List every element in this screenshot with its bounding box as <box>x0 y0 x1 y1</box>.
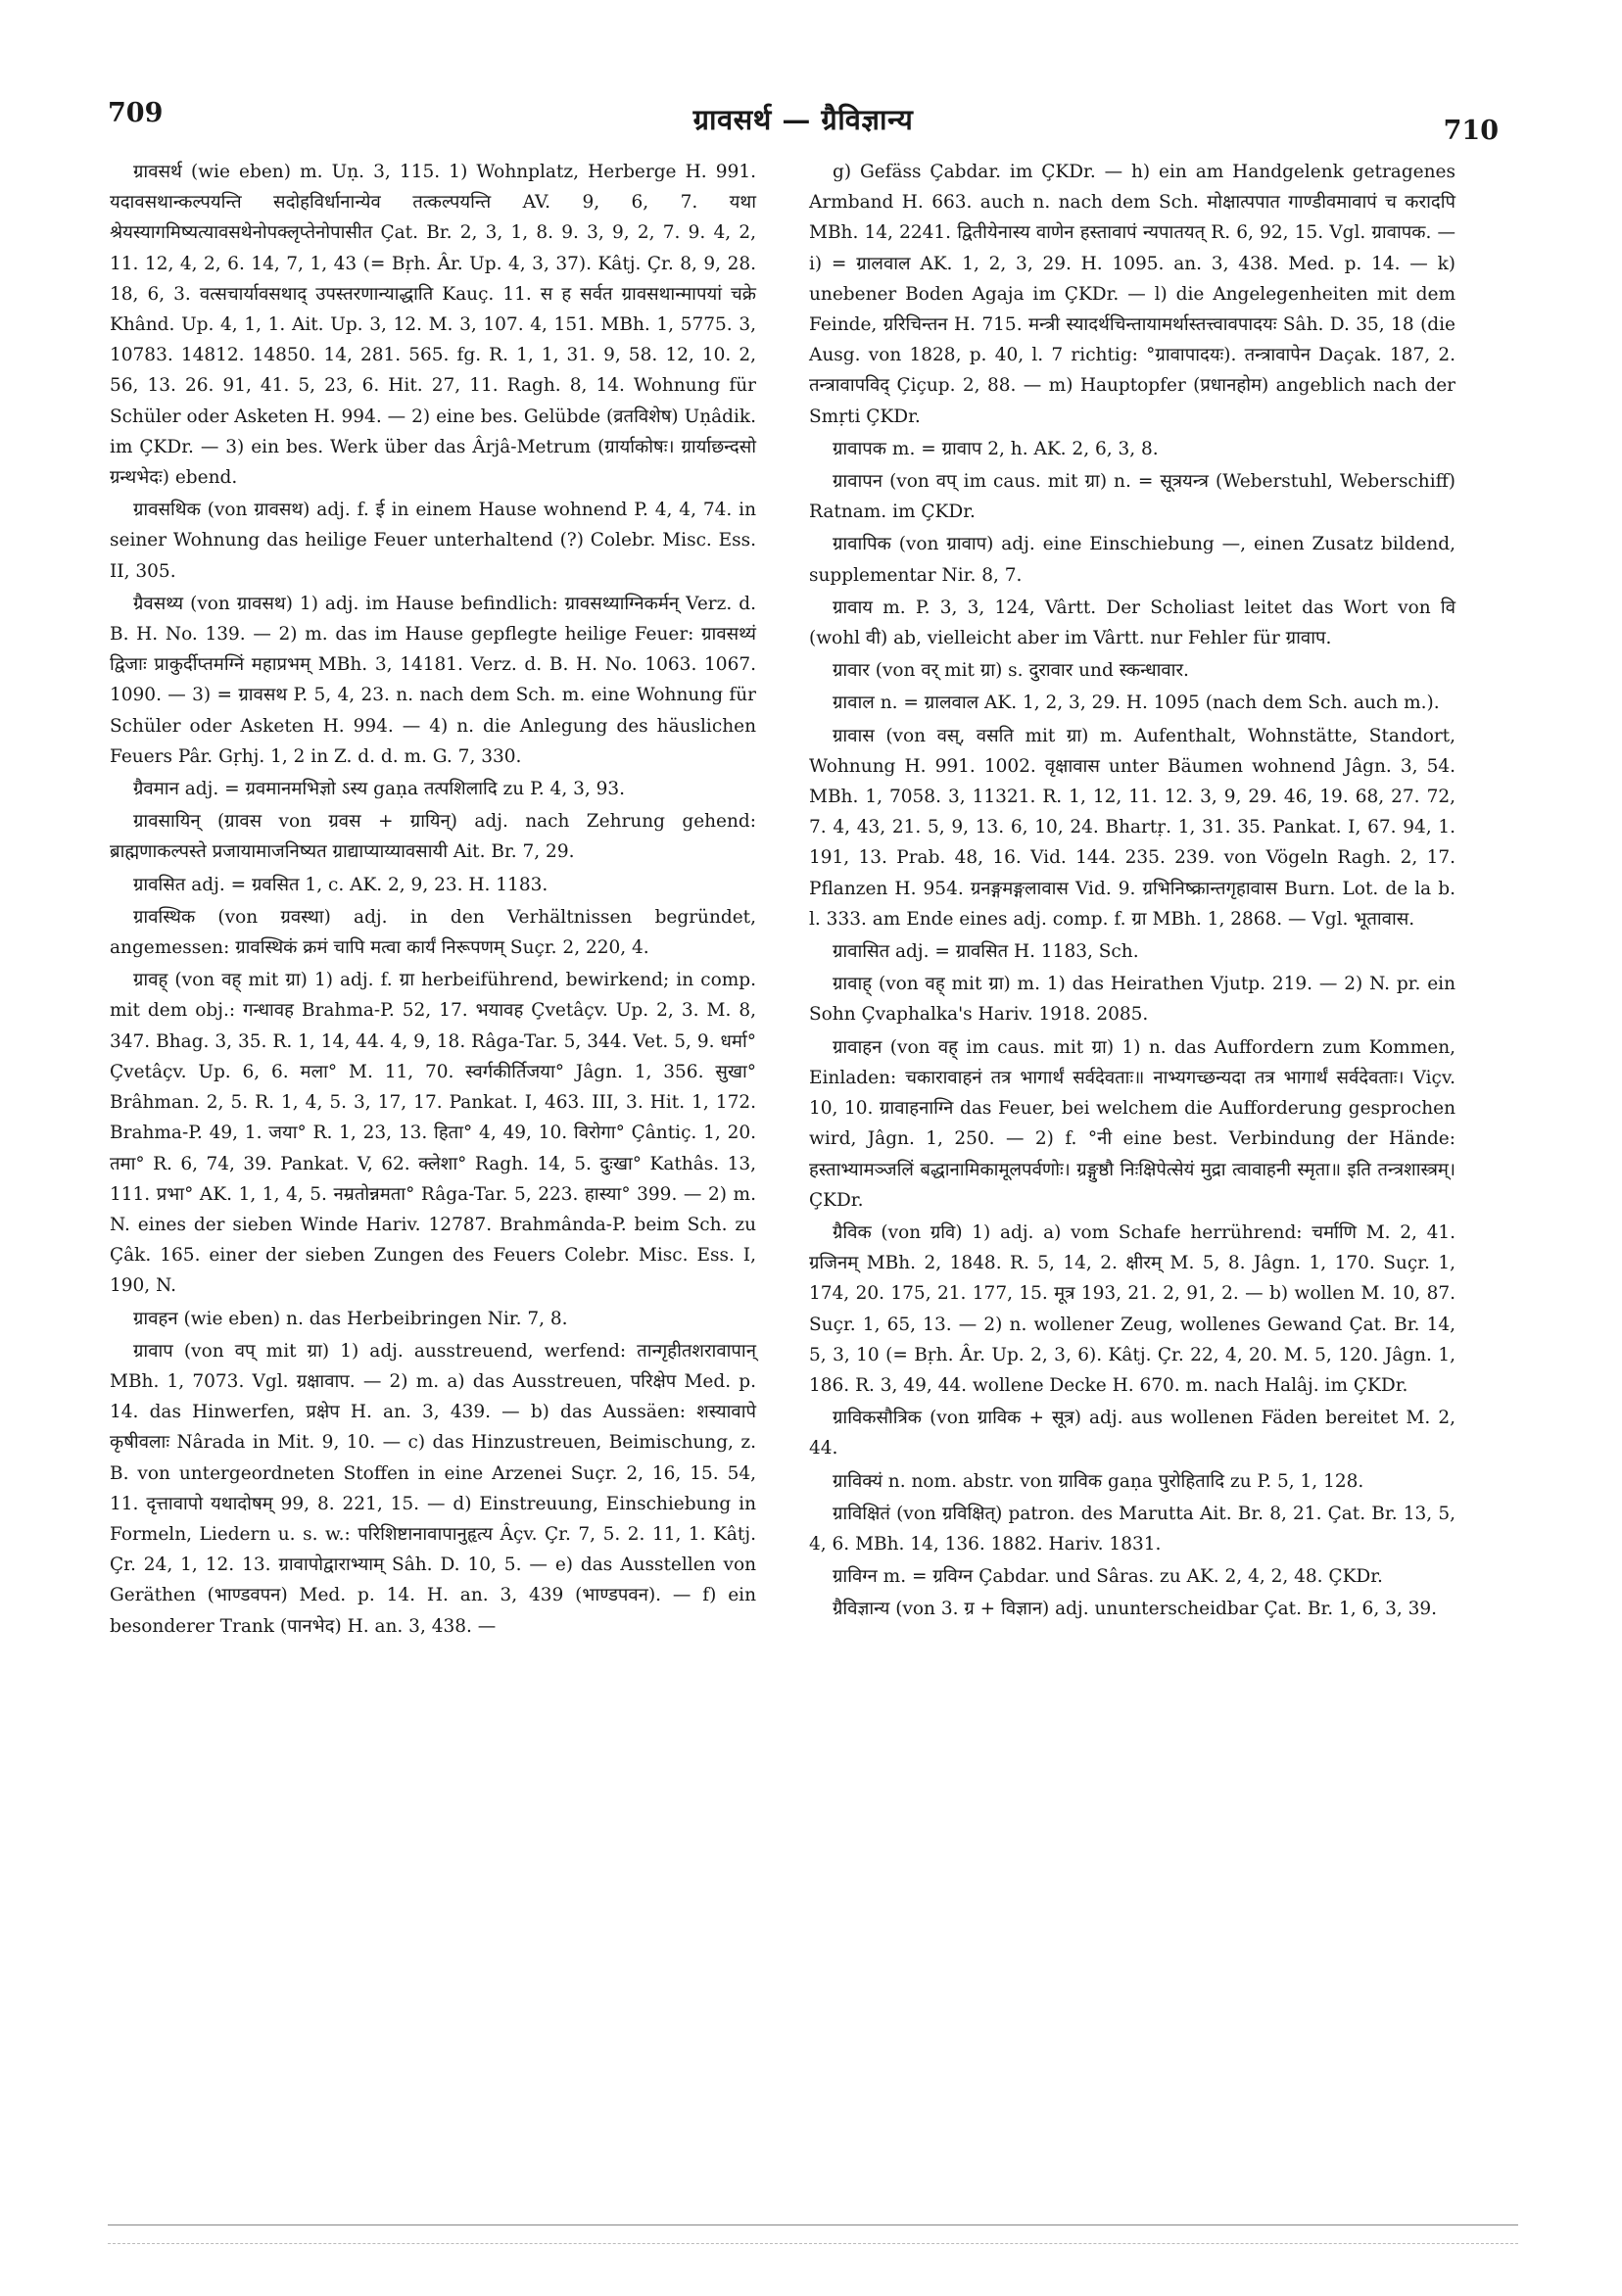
dictionary-entry: ग्राविक्यं n. nom. abstr. von ग्राविक gaṇa पुरोहितादि zu P. 5, 1, 128. <box>833 1470 1364 1492</box>
dictionary-entry: ग्रावापक m. = ग्रावाप 2, h. AK. 2, 6, 3, 8. <box>833 438 1159 459</box>
dictionary-entry: ग्रावसित adj. = ग्रवसित 1, c. AK. 2, 9, 23. H. 1183. <box>133 874 549 895</box>
dictionary-entry: ग्रावाय m. P. 3, 3, 124, Vârtt. Der Scholiast leitet das Wort von वि (wohl वी) ab, vielleicht aber im Vârtt. nur Fehler für ग्रावाप. <box>809 597 1455 649</box>
dictionary-entry: ग्राविकसौत्रिक (von ग्राविक + सूत्र) adj. aus wollenen Fäden bereitet M. 2, 44. <box>809 1408 1455 1459</box>
dictionary-entry: ग्रावाल n. = ग्रालवाल AK. 1, 2, 3, 29. H. 1095 (nach dem Sch. auch m.). <box>833 693 1440 714</box>
page-header <box>108 98 1499 147</box>
left-page-number: 709 <box>108 98 164 128</box>
dictionary-entry: ग्रैवसथ्य (von ग्रावसथ) 1) adj. im Hause befindlich: ग्रावसथ्याग्निकर्मन् Verz. d. B. H. No. 139. — 2) m. das im Hause gepflegte heilige Feuer: ग्रावसथ्यं द्विजाः प्राकुर्दीप्तमग्निं महाप्रभम् MBh. 3, 14181. Verz. d. B. H. No. 1063. 1067. 1090. — 3) = ग्रावसथ P. 5, 4, 23. n. nach dem Sch. m. eine Wohnung für Schüler oder Asketen H. 994. — 4) n. die Anlegung des häuslichen Feuers Pâr. Gṛhj. 1, 2 in Z. d. d. m. G. 7, 330. <box>110 593 756 767</box>
dictionary-entry: ग्रावासित adj. = ग्रावसित H. 1183, Sch. <box>833 941 1139 963</box>
dictionary-entry: ग्रावापन (von वप् im caus. mit ग्रा) n. = सूत्रयन्त्र (Weberstuhl, Weberschiff) Ratnam. im ÇKDr. <box>809 471 1455 523</box>
dictionary-entry: ग्रैविक (von ग्रवि) 1) adj. a) vom Schafe herrührend: चर्माणि M. 2, 41. ग्रजिनम् MBh. 2, 1848. R. 5, 14, 2. क्षीरम् M. 5, 8. Jâgn. 1, 170. Suçr. 1, 174, 20. 175, 21. 177, 15. मूत्र 193, 21. 2, 91, 2. — b) wollen M. 10, 87. Suçr. 1, 65, 13. — 2) n. wollener Zeug, wollenes Gewand Çat. Br. 14, 5, 3, 10 (= Bṛh. Âr. Up. 2, 3, 6). Kâtj. Çr. 22, 4, 20. M. 5, 120. Jâgn. 1, 186. R. 3, 49, 44. wollene Decke H. 670. m. nach Halâj. im ÇKDr. <box>809 1221 1455 1396</box>
running-head: ग्रावसर्थ — ग्रैविज्ञान्य <box>692 103 914 136</box>
dictionary-entry: ग्रावसायिन् (ग्रावस von ग्रवस + ग्रायिन्) adj. nach Zehrung gehend: ब्राह्मणाकल्पस्ते प्रजायामाजनिष्यत ग्राद्याप्याय्यावसायी Ait. Br. 7, 29. <box>110 811 756 863</box>
dictionary-entry: ग्राविक्षितं (von ग्रविक्षित्) patron. des Marutta Ait. Br. 8, 21. Çat. Br. 13, 5, 4, 6. MBh. 14, 136. 1882. Hariv. 1831. <box>809 1503 1455 1555</box>
bottom-rule-dashed <box>108 2243 1518 2244</box>
dictionary-entry: ग्रैवमान adj. = ग्रवमानमभिज्ञो ऽस्य gaṇa तत्पशिलादि zu P. 4, 3, 93. <box>133 779 626 800</box>
dictionary-entry: ग्रावापिक (von ग्रावाप) adj. eine Einschiebung —, einen Zusatz bildend, supplementar Nir. 8, 7. <box>809 534 1455 586</box>
right-column <box>809 157 1455 1627</box>
dictionary-entry: ग्रावसर्थ (wie eben) m. Uṇ. 3, 115. 1) Wohnplatz, Herberge H. 991. यदावसथान्कल्पयन्ति सदोहविर्धानान्येव तत्कल्पयन्ति AV. 9, 6, 7. यथा श्रेयस्यागमिष्यत्यावसथेनोपक्लृप्तेनोपासीत Çat. Br. 2, 3, 1, 8. 9. 3, 9, 2, 7. 9. 4, 2, 11. 12, 4, 2, 6. 14, 7, 1, 43 (= Bṛh. Âr. Up. 4, 3, 37). Kâtj. Çr. 8, 9, 28. 18, 6, 3. वत्सचार्यावसथाद् उपस्तरणान्याद्धाति Kauç. 11. स ह सर्वत ग्रावसथान्मापयां चक्रे Khând. Up. 4, 1, 1. Ait. Up. 3, 12. M. 3, 107. 4, 151. MBh. 1, 5775. 3, 10783. 14812. 14850. 14, 281. 565. fg. R. 1, 1, 31. 9, 58. 12, 10. 2, 56, 13. 26. 91, 41. 5, 23, 6. Hit. 27, 11. Ragh. 8, 14. Wohnung für Schüler oder Asketen H. 994. — 2) eine bes. Gelübde (व्रतविशेष) Uṇâdik. im ÇKDr. — 3) ein bes. Werk über das Ârjâ-Metrum (ग्रार्याकोषः। ग्रार्याछन्दसो ग्रन्थभेदः) ebend. <box>110 162 756 489</box>
dictionary-entry: ग्रावाहन (von वह् im caus. mit ग्रा) 1) n. das Auffordern zum Kommen, Einladen: चकारावाहनं तत्र भागार्थं सर्वदेवताः॥ नाभ्यगच्छन्यदा तत्र भागार्थं सर्वदेवताः। Viçv. 10, 10. ग्रावाहनाग्नि das Feuer, bei welchem die Aufforderung gesprochen wird, Jâgn. 1, 250. — 2) f. °नी eine best. Verbindung der Hände: हस्ताभ्यामञ्जलिं बद्धानामिकामूलपर्वणोः। ग्रङ्गुष्ठौ निःक्षिपेत्सेयं मुद्रा त्वावाहनी स्मृता॥ इति तन्त्रशास्त्रम्। ÇKDr. <box>809 1036 1455 1211</box>
dictionary-entry: ग्राविग्न m. = ग्रविग्न Çabdar. und Sâras. zu AK. 2, 4, 2, 48. ÇKDr. <box>833 1566 1383 1588</box>
dictionary-entry: ग्रावास (von वस्, वसति mit ग्रा) m. Aufenthalt, Wohnstätte, Standort, Wohnung H. 991. 1002. वृक्षावास unter Bäumen wohnend Jâgn. 3, 54. MBh. 1, 7058. 3, 11321. R. 1, 12, 11. 12. 3, 9, 29. 46, 19. 68, 27. 72, 7. 4, 43, 21. 5, 9, 13. 6, 10, 24. Bhartṛ. 1, 31. 35. Pankat. I, 67. 94, 1. 191, 13. Prab. 48, 16. Vid. 144. 235. 239. von Vögeln Ragh. 2, 17. Pflanzen H. 954. ग्रनङ्गमङ्गलावास Vid. 9. ग्रभिनिष्क्रान्तगृहावास Burn. Lot. de la b. l. 333. am Ende eines adj. comp. f. ग्रा MBh. 1, 2868. — Vgl. भूतावास. <box>809 725 1455 930</box>
bottom-rule <box>108 2224 1518 2225</box>
left-column <box>110 157 756 1644</box>
dictionary-entry: ग्रावाप (von वप् mit ग्रा) 1) adj. ausstreuend, werfend: तान्गृहीतशरावापान् MBh. 1, 7073. Vgl. ग्रक्षावाप. — 2) m. a) das Ausstreuen, परिक्षेप Med. p. 14. das Hinwerfen, प्रक्षेप H. an. 3, 439. — b) das Aussäen: शस्यावापे कृषीवलाः Nârada in Mit. 9, 10. — c) das Hinzustreuen, Beimischung, z. B. von untergeordneten Stoffen in eine Arzenei Suçr. 2, 16, 15. 54, 11. दृत्तावापो यथादोषम् 99, 8. 221, 15. — d) Einstreuung, Einschiebung in Formeln, Liedern u. s. w.: परिशिष्टानावापानुहृत्य Âçv. Çr. 7, 5. 2. 11, 1. Kâtj. Çr. 24, 1, 12. 13. ग्रावापोद्वाराभ्याम् Sâh. D. 10, 5. — e) das Ausstellen von Geräthen (भाण्डवपन) Med. p. 14. H. an. 3, 439 (भाण्डपवन). — f) ein besonderer Trank (पानभेद) H. an. 3, 438. — <box>110 1340 756 1637</box>
dictionary-entry: ग्रावाह् (von वह् mit ग्रा) m. 1) das Heirathen Vjutp. 219. — 2) N. pr. ein Sohn Çvaphalka's Hariv. 1918. 2085. <box>809 974 1455 1026</box>
dictionary-entry: ग्रावहन (wie eben) n. das Herbeibringen Nir. 7, 8. <box>133 1308 568 1329</box>
right-page-number: 710 <box>1443 116 1499 146</box>
dictionary-entry: ग्रैविज्ञान्य (von 3. ग्र + विज्ञान) adj. ununterscheidbar Çat. Br. 1, 6, 3, 39. <box>833 1599 1438 1620</box>
dictionary-entry: ग्रावस्थिक (von ग्रवस्था) adj. in den Verhältnissen begründet, angemessen: ग्रावस्थिकं क्रमं चापि मत्वा कार्यं निरूपणम् Suçr. 2, 220, 4. <box>110 906 756 959</box>
dictionary-entry: ग्रावसथिक (von ग्रावसथ) adj. f. ई in einem Hause wohnend P. 4, 4, 74. in seiner Wohnung das heilige Feuer unterhaltend (?) Colebr. Misc. Ess. II, 305. <box>110 500 756 582</box>
dictionary-entry: g) Gefäss Çabdar. im ÇKDr. — h) ein am Handgelenk getragenes Armband H. 663. auch n. nach dem Sch. मोक्षात्पपात गाण्डीवमावापं च करादपि MBh. 14, 2241. द्वितीयेनास्य वाणेन हस्तावापं न्यपातयत् R. 6, 92, 15. Vgl. ग्रावापक. — i) = ग्रालवाल AK. 1, 2, 3, 29. H. 1095. an. 3, 438. Med. p. 14. — k) unebener Boden Agaja im ÇKDr. — l) die Angelegenheiten mit dem Feinde, ग्ररिचिन्तन H. 715. मन्त्री स्यादर्थचिन्तायामर्थास्तत्त्वावपादयः Sâh. D. 35, 18 (die Ausg. von 1828, p. 40, l. 7 richtig: °ग्रावापादयः). तन्त्रावापेन Daçak. 187, 2. तन्त्रावापविद् Çiçup. 2, 88. — m) Hauptopfer (प्रधानहोम) angeblich nach der Smṛti ÇKDr. <box>809 162 1455 427</box>
dictionary-entry: ग्रावह् (von वह् mit ग्रा) 1) adj. f. ग्रा herbeiführend, bewirkend; in comp. mit dem obj.: गन्धावह Brahma-P. 52, 17. भयावह Çvetâçv. Up. 2, 3. M. 8, 347. Bhag. 3, 35. R. 1, 14, 44. 4, 9, 18. Râga-Tar. 5, 344. Vet. 5, 9. धर्मा° Çvetâçv. Up. 6, 6. मला° M. 11, 70. स्वर्गकीर्तिजया° Jâgn. 1, 356. सुखा° Brâhman. 2, 5. R. 1, 4, 5. 3, 17, 17. Pankat. I, 463. III, 3. Hit. 1, 172. Brahma-P. 49, 1. जया° R. 1, 23, 13. हिता° 4, 49, 10. विरोगा° Çântiç. 1, 20. तमा° R. 6, 74, 39. Pankat. V, 62. क्लेशा° Ragh. 14, 5. दुःखा° Kathâs. 13, 111. प्रभा° AK. 1, 1, 4, 5. नम्रतोन्नमता° Râga-Tar. 5, 223. हास्या° 399. — 2) m. N. eines der sieben Winde Hariv. 12787. Brahmânda-P. beim Sch. zu Çâk. 165. einer der sieben Zungen des Feuers Colebr. Misc. Ess. I, 190, N. <box>110 970 756 1297</box>
dictionary-entry: ग्रावार (von वर् mit ग्रा) s. दुरावार und स्कन्धावार. <box>833 660 1189 682</box>
